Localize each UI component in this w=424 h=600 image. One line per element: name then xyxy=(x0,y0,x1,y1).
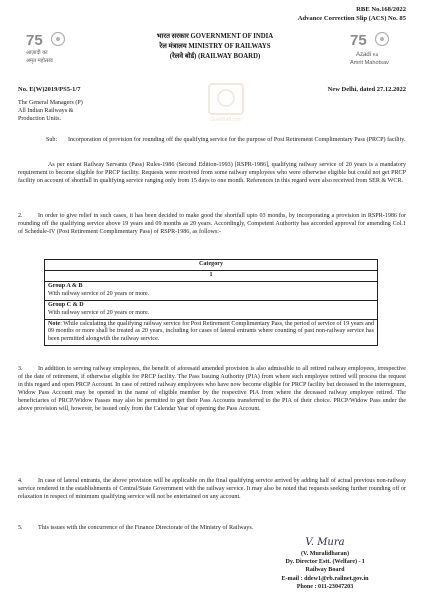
paragraph-2-text: In order to give relief in such cases, it has been decided to make good the shortfall upto 03 months, by incorporating a provision in RSPR-1986 for rounding off the qualifying service above 19 years and 09 months as 20 years. Accordingly, Competent Authority has accorded approval for amending Col.1 of Schedule-IV (Post Retirement Complimentary Pass) of RSPR-1986, as follows:- xyxy=(18,213,406,235)
acs-number: Advance Correction Slip (ACS) No. 85 xyxy=(297,14,406,22)
paragraph-1: As per extant Railway Servants (Pass) Rules-1986 (Second Edition-1993) [RSPR-1986], qualifying railway service of 20 years is a mandatory requirement to become eligible for PRCP facility. Requests were received from some railway employees who were otherwise eligible but could not get PRCP facility on account of shortfall in qualifying service ranging only from 15 days to one month. References in this regard were also received from SER & WCR. xyxy=(18,162,406,184)
letterhead-line-1: भारत सरकार GOVERNMENT OF INDIA xyxy=(156,33,274,40)
letterhead-line-3: (रेलवे बोर्ड) (RAILWAY BOARD) xyxy=(169,53,261,61)
paragraph-number: 3. xyxy=(18,366,23,372)
table-row-group-cd xyxy=(45,300,378,319)
group-cd-text: With railway service of 20 years or more. xyxy=(48,309,150,316)
signatory-phone: Phone : 011-23047203 xyxy=(296,583,354,590)
signatory-organisation: Railway Board xyxy=(305,567,345,574)
svg-text:Amrit Mahotsav: Amrit Mahotsav xyxy=(350,60,389,66)
table-row-note xyxy=(45,319,378,346)
file-number: No. E(W)2019/PS5-1/7 xyxy=(18,86,81,93)
note-text: : While calculating the qualifying railway service for Post Retirement Complimentary Pass, the period of service of 19 years and 09 months or more shall be treated as 20 years, including for cases of lateral entrants where counting of past non-railway service has been permitted alongwith the railway service. xyxy=(48,320,374,343)
addressee-block xyxy=(18,100,158,124)
azadi-ka-amrit-mahotsav-logo-english xyxy=(342,30,404,70)
ministry-letterhead xyxy=(100,32,330,63)
azadi-ka-amrit-mahotsav-logo-hindi xyxy=(22,30,84,66)
signatory-name: (V. Muralidharan) xyxy=(301,551,349,557)
rbe-number: RBE No.168/2022 xyxy=(356,6,406,13)
paragraph-3 xyxy=(18,366,406,414)
issue-date: New Delhi, dated 27.12.2022 xyxy=(327,86,406,93)
signatory-designation: Dy. Director Estt. (Welfare) - I xyxy=(285,559,365,566)
addressee-line: All Indian Railways & xyxy=(18,107,74,114)
letterhead-line-2: रेल मंत्रालय MINISTRY OF RAILWAYS xyxy=(159,43,271,51)
logo-right-75: 75 xyxy=(350,32,367,49)
govtstaff-watermark xyxy=(205,80,247,124)
paragraph-4 xyxy=(18,478,406,502)
svg-text:आज़ादी का: आज़ादी का xyxy=(26,50,48,56)
paragraph-number: 2. xyxy=(18,213,23,219)
paragraph-number: 4. xyxy=(18,478,23,484)
handwritten-signature: V. Mura xyxy=(305,537,345,548)
table-header-category: Category xyxy=(45,260,378,271)
paragraph-2 xyxy=(18,213,406,237)
paragraph-4-text: In case of lateral entrants, the above provision will be applicable on the final qualifying service arrived by adding half of actual previous non-railway service rendered in the establishments of Central/State Government with the railway service. It may also be noted that requests seeking further rounding off or relaxation in respect of minimum qualifying service will not be entertained on any account. xyxy=(18,478,406,500)
paragraph-5 xyxy=(18,525,406,533)
addressee-line: Production Units. xyxy=(18,115,61,122)
signature-block xyxy=(240,536,410,591)
table-row-group-ab xyxy=(45,281,378,300)
svg-text:Azadi Ka: Azadi Ka xyxy=(356,52,379,58)
table-column-number: 1 xyxy=(45,270,378,281)
schedule-iv-amendment-table xyxy=(44,259,378,346)
paragraph-5-text: This issues with the concurrence of the Finance Directorate of the Ministry of Railways. xyxy=(38,525,254,531)
subject-label: Sub: xyxy=(46,137,58,143)
watermark-text: GovtStaff.com xyxy=(210,117,242,123)
paragraph-number: 5. xyxy=(18,525,23,531)
subject-text: Incorporation of provision for rounding off the qualifying service for the purpose of Post Retirement Complimentary Pass (PRCP) facility. xyxy=(68,137,406,143)
subject-line xyxy=(18,137,406,145)
paragraph-3-text: In addition to serving railway employees, the benefit of aforesaid amended provision is also admissible to all retired railway employees, irrespective of the date of retirement, if otherwise eligible for PRCP facility. The Pass Issuing Authority (PIA) from where such employee retired will process the request in this regard and open PRCP Account. In case of retired railway employees who have now become eligible for PRCP facility but deceased in the interregnum, Widow Pass Account may be opened in the name of eligible member by the respective PIA from where the deceased railway employee retired. The beneficiaries of PRCP/Widow Passes may also be permitted to get their Pass Accounts transferred to the PIA of their choice. PRCP/Widow Pass under the above provision will, however, be issued only from the Calendar Year of opening the Pass Account. xyxy=(18,366,406,412)
group-ab-title: Group A & B xyxy=(48,282,83,289)
rbe-reference xyxy=(298,6,406,24)
logo-left-75: 75 xyxy=(26,32,43,49)
signatory-email: E-mail : ddew1@rb.railnet.gov.in xyxy=(281,575,369,582)
note-label: Note xyxy=(48,320,61,327)
addressee-line: The General Managers (P) xyxy=(18,100,83,106)
group-cd-title: Group C & D xyxy=(48,301,84,308)
group-ab-text: With railway service of 20 years or more. xyxy=(48,290,150,297)
svg-text:अमृत महोत्सव: अमृत महोत्सव xyxy=(26,58,53,64)
